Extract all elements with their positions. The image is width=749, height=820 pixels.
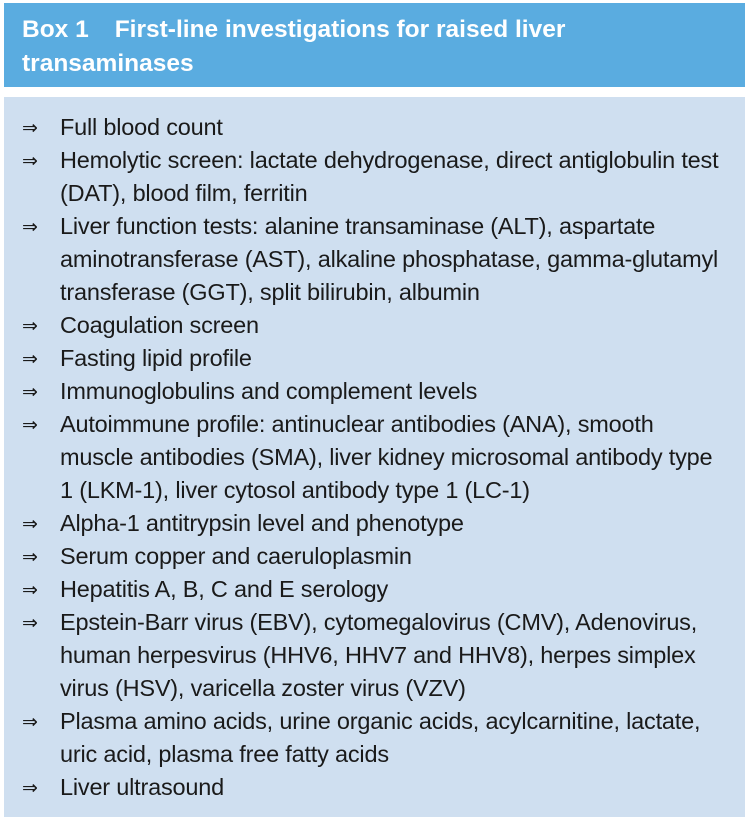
box-title: First-line investigations for raised liver transaminases [22,16,566,77]
list-item-text: Hemolytic screen: lactate dehydrogenase, direct antiglobulin test (DAT), blood film, ferritin [60,147,719,206]
list-item-text: Fasting lipid profile [60,345,252,371]
box-body [4,97,745,817]
double-right-arrow-icon: ⇒ [22,150,38,172]
list-item-text: Epstein-Barr virus (EBV), cytomegalovirus (CMV), Adenovirus, human herpesvirus (HHV6, HHV7 and HHV8), herpes simplex virus (HSV), varicella zoster virus (VZV) [60,609,698,701]
list-item [22,507,731,540]
list-item [22,309,731,342]
list-item-text: Liver function tests: alanine transaminase (ALT), aspartate aminotransferase (AST), alkaline phosphatase, gamma-glutamyl transferase (GGT), split bilirubin, albumin [60,213,719,305]
box-number: Box 1 [22,16,89,43]
double-right-arrow-icon: ⇒ [22,513,38,535]
box-header [4,3,745,87]
list-item [22,408,731,507]
list-item-text: Immunoglobulins and complement levels [60,378,478,404]
investigations-list [22,111,731,804]
list-item-text: Liver ultrasound [60,774,225,800]
double-right-arrow-icon: ⇒ [22,216,38,238]
list-item-text: Alpha-1 antitrypsin level and phenotype [60,510,464,536]
list-item [22,573,731,606]
double-right-arrow-icon: ⇒ [22,777,38,799]
list-item [22,606,731,705]
list-item-text: Serum copper and caeruloplasmin [60,543,412,569]
double-right-arrow-icon: ⇒ [22,579,38,601]
list-item [22,210,731,309]
list-item [22,144,731,210]
list-item-text: Plasma amino acids, urine organic acids, acylcarnitine, lactate, uric acid, plasma free fatty acids [60,708,701,767]
double-right-arrow-icon: ⇒ [22,117,38,139]
list-item-text: Autoimmune profile: antinuclear antibodies (ANA), smooth muscle antibodies (SMA), liver kidney microsomal antibody type 1 (LKM-1), liver cytosol antibody type 1 (LC-1) [60,411,713,503]
list-item [22,705,731,771]
double-right-arrow-icon: ⇒ [22,348,38,370]
double-right-arrow-icon: ⇒ [22,315,38,337]
double-right-arrow-icon: ⇒ [22,711,38,733]
double-right-arrow-icon: ⇒ [22,546,38,568]
list-item-text: Full blood count [60,114,223,140]
list-item [22,540,731,573]
list-item-text: Coagulation screen [60,312,259,338]
list-item [22,771,731,804]
list-item [22,375,731,408]
double-right-arrow-icon: ⇒ [22,414,38,436]
double-right-arrow-icon: ⇒ [22,381,38,403]
list-item [22,342,731,375]
list-item [22,111,731,144]
double-right-arrow-icon: ⇒ [22,612,38,634]
list-item-text: Hepatitis A, B, C and E serology [60,576,388,602]
